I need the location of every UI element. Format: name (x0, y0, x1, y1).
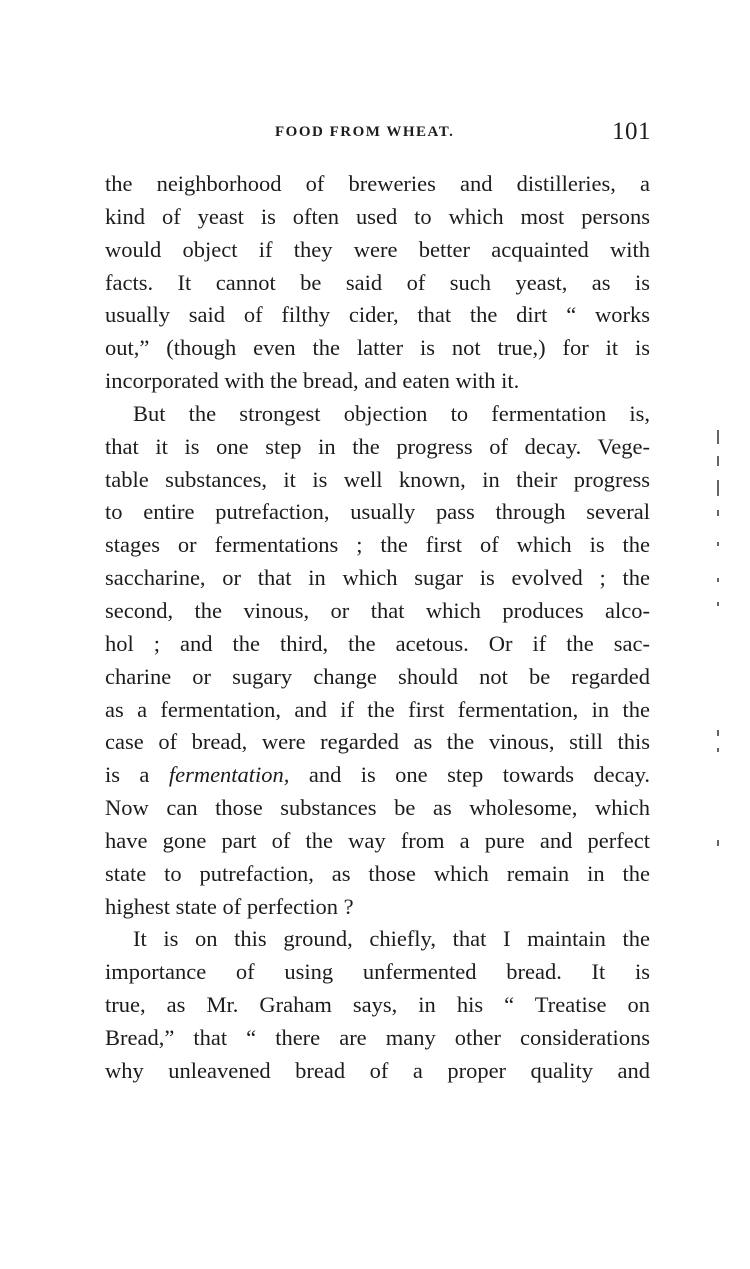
text-line: table substances, it is well known, in their progress (105, 466, 650, 492)
text-line: case of bread, were regarded as the vinous, still this (105, 729, 650, 755)
text-line: saccharine, or that in which sugar is evolved ; the (105, 565, 650, 591)
scan-mark (717, 730, 719, 736)
text-line: Now can those substances be as wholesome, which (105, 795, 650, 821)
text-line: usually said of filthy cider, that the dirt “ works (105, 302, 650, 328)
scan-mark (717, 602, 719, 606)
scan-mark (717, 542, 719, 546)
text-line: why unleavened bread of a proper quality and (105, 1057, 650, 1083)
scan-mark (717, 510, 719, 516)
text-line: It is on this ground, chiefly, that I maintain the (133, 926, 650, 952)
text-line: incorporated with the bread, and eaten with it. (105, 368, 520, 394)
page-number: 101 (612, 118, 651, 145)
text-line: kind of yeast is often used to which most persons (105, 203, 650, 229)
scan-mark (717, 840, 719, 846)
scan-mark (717, 456, 719, 466)
text-line: stages or fermentations ; the first of which is the (105, 532, 650, 558)
text-segment: is a (105, 762, 169, 788)
paragraph-3 (105, 923, 650, 1087)
running-head (0, 118, 750, 148)
text-line: state to putrefaction, as those which remain in the (105, 860, 650, 886)
text-segment: and is one step towards decay. (289, 762, 650, 788)
text-line: true, as Mr. Graham says, in his “ Treatise on (105, 992, 650, 1018)
text-line: highest state of perfection ? (105, 893, 354, 919)
text-line: the neighborhood of breweries and distilleries, a (105, 171, 650, 196)
text-line: But the strongest objection to fermentation is, (133, 400, 650, 426)
text-line: hol ; and the third, the acetous. Or if the sac- (105, 630, 650, 656)
text-line: Bread,” that “ there are many other considerations (105, 1024, 650, 1050)
running-head-title: FOOD FROM WHEAT. (275, 124, 455, 140)
text-line-with-italic (105, 759, 650, 792)
text-line: facts. It cannot be said of such yeast, as is (105, 269, 650, 295)
text-line: as a fermentation, and if the first fermentation, in the (105, 696, 650, 722)
text-line: would object if they were better acquainted with (105, 236, 650, 262)
text-line: to entire putrefaction, usually pass through several (105, 499, 650, 525)
text-line: importance of using unfermented bread. It is (105, 959, 650, 985)
scan-mark (717, 480, 719, 496)
text-line: have gone part of the way from a pure and perfect (105, 827, 650, 853)
scan-mark (717, 748, 719, 752)
text-line: that it is one step in the progress of decay. Vege- (105, 433, 650, 459)
scan-mark (717, 430, 719, 444)
body-text (105, 168, 650, 1088)
text-line: out,” (though even the latter is not true,) for it is (105, 335, 650, 361)
paragraph-1 (105, 168, 650, 398)
scan-mark (717, 578, 719, 582)
italic-word: fermentation, (168, 762, 290, 788)
paragraph-2 (105, 398, 650, 924)
text-line: second, the vinous, or that which produces alco- (105, 597, 650, 623)
text-line: charine or sugary change should not be regarded (105, 663, 650, 689)
